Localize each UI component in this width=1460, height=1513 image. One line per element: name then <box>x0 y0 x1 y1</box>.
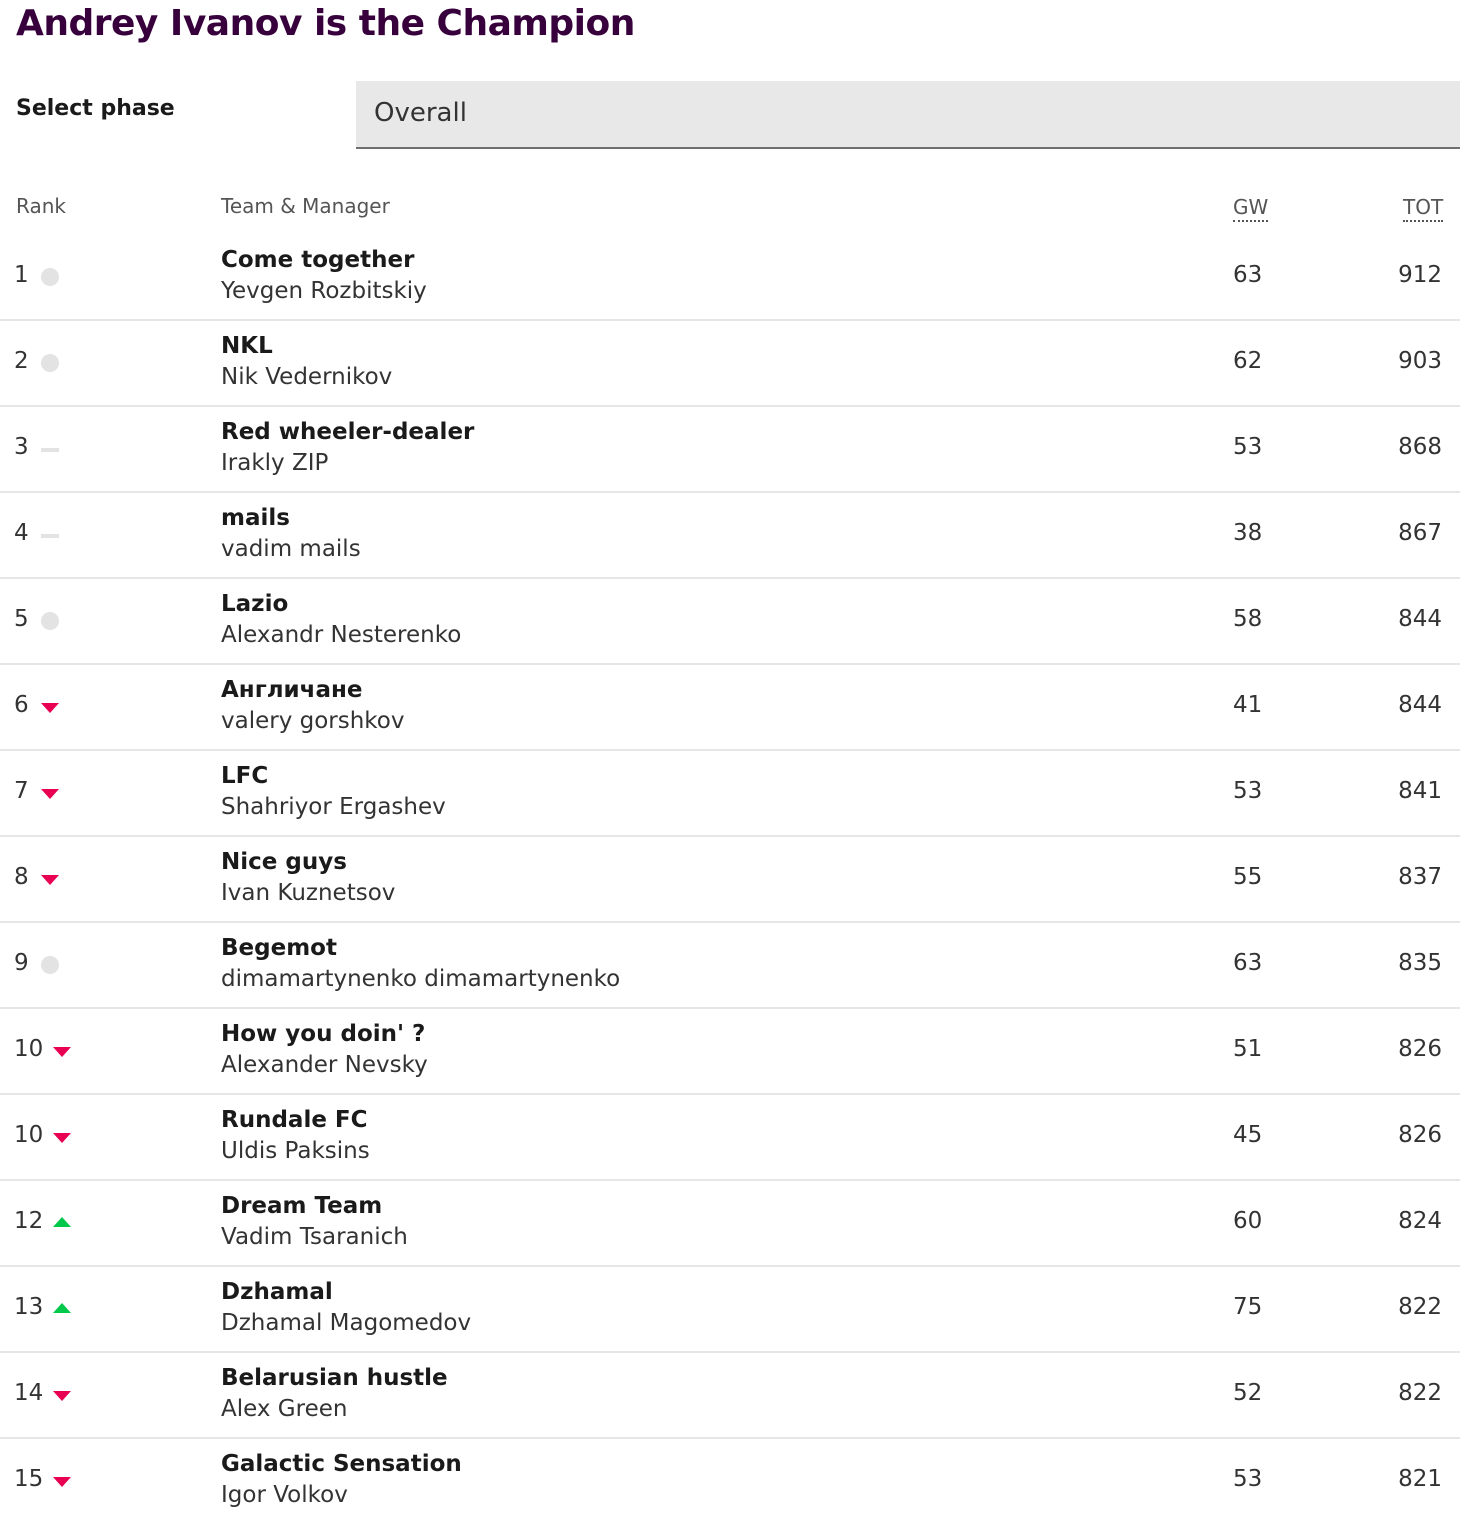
total-points: 912 <box>1398 262 1442 288</box>
team-name-link[interactable]: Begemot <box>221 935 337 961</box>
gw-points: 53 <box>1233 778 1263 804</box>
rank-down-icon <box>41 703 59 713</box>
gw-points: 62 <box>1233 348 1263 374</box>
rank-number: 9 <box>14 950 29 976</box>
rank-number: 3 <box>14 434 29 460</box>
total-points: 867 <box>1398 520 1442 546</box>
header-team-manager: Team & Manager <box>221 194 390 218</box>
team-name-link[interactable]: Galactic Sensation <box>221 1451 462 1477</box>
rank-down-icon <box>53 1047 71 1057</box>
total-points: 903 <box>1398 348 1442 374</box>
total-points: 844 <box>1398 606 1442 632</box>
manager-name: Yevgen Rozbitskiy <box>221 278 427 304</box>
gw-points: 41 <box>1233 692 1263 718</box>
manager-name: Shahriyor Ergashev <box>221 794 446 820</box>
rank-up-icon <box>53 1217 71 1227</box>
total-points: 841 <box>1398 778 1442 804</box>
team-name-link[interactable]: Lazio <box>221 591 289 617</box>
table-row <box>0 1267 1460 1353</box>
rank-number: 1 <box>14 262 29 288</box>
table-row <box>0 837 1460 923</box>
manager-name: Irakly ZIP <box>221 450 329 476</box>
rank-number: 12 <box>14 1208 44 1234</box>
gw-points: 60 <box>1233 1208 1263 1234</box>
manager-name: Nik Vedernikov <box>221 364 393 390</box>
table-row <box>0 751 1460 837</box>
rank-number: 5 <box>14 606 29 632</box>
rank-down-icon <box>53 1477 71 1487</box>
gw-points: 52 <box>1233 1380 1263 1406</box>
header-tot[interactable]: TOT <box>1403 194 1443 222</box>
manager-name: Alex Green <box>221 1396 348 1422</box>
total-points: 821 <box>1398 1466 1442 1492</box>
team-name-link[interactable]: Англичане <box>221 677 363 703</box>
team-name-link[interactable]: Come together <box>221 247 415 273</box>
total-points: 822 <box>1398 1294 1442 1320</box>
rank-same-icon <box>41 354 59 372</box>
team-name-link[interactable]: NKL <box>221 333 273 359</box>
table-row <box>0 923 1460 1009</box>
header-gw[interactable]: GW <box>1233 194 1268 222</box>
rank-number: 6 <box>14 692 29 718</box>
rank-number: 10 <box>14 1122 44 1148</box>
manager-name: Uldis Paksins <box>221 1138 370 1164</box>
table-row <box>0 1439 1460 1513</box>
rank-number: 14 <box>14 1380 44 1406</box>
team-name-link[interactable]: Dzhamal <box>221 1279 333 1305</box>
team-name-link[interactable]: LFC <box>221 763 269 789</box>
manager-name: Alexandr Nesterenko <box>221 622 462 648</box>
team-name-link[interactable]: Dream Team <box>221 1193 383 1219</box>
gw-points: 38 <box>1233 520 1263 546</box>
rank-number: 7 <box>14 778 29 804</box>
manager-name: vadim mails <box>221 536 361 562</box>
standings-table <box>0 235 1460 1513</box>
header-rank: Rank <box>16 194 66 218</box>
gw-points: 55 <box>1233 864 1263 890</box>
gw-points: 63 <box>1233 262 1263 288</box>
phase-select-value: Overall <box>374 98 467 128</box>
gw-points: 45 <box>1233 1122 1263 1148</box>
table-row <box>0 665 1460 751</box>
phase-select[interactable] <box>356 81 1460 149</box>
table-row <box>0 235 1460 321</box>
total-points: 844 <box>1398 692 1442 718</box>
manager-name: Vadim Tsaranich <box>221 1224 408 1250</box>
table-row <box>0 579 1460 665</box>
total-points: 822 <box>1398 1380 1442 1406</box>
gw-points: 53 <box>1233 1466 1263 1492</box>
table-row <box>0 1095 1460 1181</box>
rank-same-icon <box>41 612 59 630</box>
rank-number: 8 <box>14 864 29 890</box>
rank-number: 2 <box>14 348 29 374</box>
team-name-link[interactable]: How you doin' ? <box>221 1021 426 1047</box>
rank-down-icon <box>53 1133 71 1143</box>
manager-name: valery gorshkov <box>221 708 405 734</box>
team-name-link[interactable]: Red wheeler-dealer <box>221 419 475 445</box>
manager-name: dimamartynenko dimamartynenko <box>221 966 621 992</box>
rank-number: 13 <box>14 1294 44 1320</box>
rank-number: 10 <box>14 1036 44 1062</box>
table-row <box>0 321 1460 407</box>
total-points: 868 <box>1398 434 1442 460</box>
total-points: 824 <box>1398 1208 1442 1234</box>
gw-points: 58 <box>1233 606 1263 632</box>
table-row <box>0 1181 1460 1267</box>
phase-label: Select phase <box>16 96 175 121</box>
manager-name: Ivan Kuznetsov <box>221 880 396 906</box>
table-row <box>0 493 1460 579</box>
team-name-link[interactable]: mails <box>221 505 290 531</box>
rank-down-icon <box>41 789 59 799</box>
table-row <box>0 1353 1460 1439</box>
total-points: 826 <box>1398 1122 1442 1148</box>
gw-points: 51 <box>1233 1036 1263 1062</box>
total-points: 826 <box>1398 1036 1442 1062</box>
manager-name: Igor Volkov <box>221 1482 348 1508</box>
page-title: Andrey Ivanov is the Champion <box>16 3 635 44</box>
table-row <box>0 1009 1460 1095</box>
rank-number: 15 <box>14 1466 44 1492</box>
team-name-link[interactable]: Nice guys <box>221 849 347 875</box>
total-points: 835 <box>1398 950 1442 976</box>
team-name-link[interactable]: Belarusian hustle <box>221 1365 448 1391</box>
rank-same-icon <box>41 268 59 286</box>
rank-flat-icon <box>41 534 59 538</box>
rank-down-icon <box>53 1391 71 1401</box>
team-name-link[interactable]: Rundale FC <box>221 1107 368 1133</box>
manager-name: Alexander Nevsky <box>221 1052 428 1078</box>
gw-points: 75 <box>1233 1294 1263 1320</box>
table-header <box>0 194 1460 230</box>
rank-number: 4 <box>14 520 29 546</box>
rank-down-icon <box>41 875 59 885</box>
rank-same-icon <box>41 956 59 974</box>
gw-points: 63 <box>1233 950 1263 976</box>
table-row <box>0 407 1460 493</box>
rank-up-icon <box>53 1303 71 1313</box>
rank-flat-icon <box>41 448 59 452</box>
manager-name: Dzhamal Magomedov <box>221 1310 472 1336</box>
gw-points: 53 <box>1233 434 1263 460</box>
total-points: 837 <box>1398 864 1442 890</box>
